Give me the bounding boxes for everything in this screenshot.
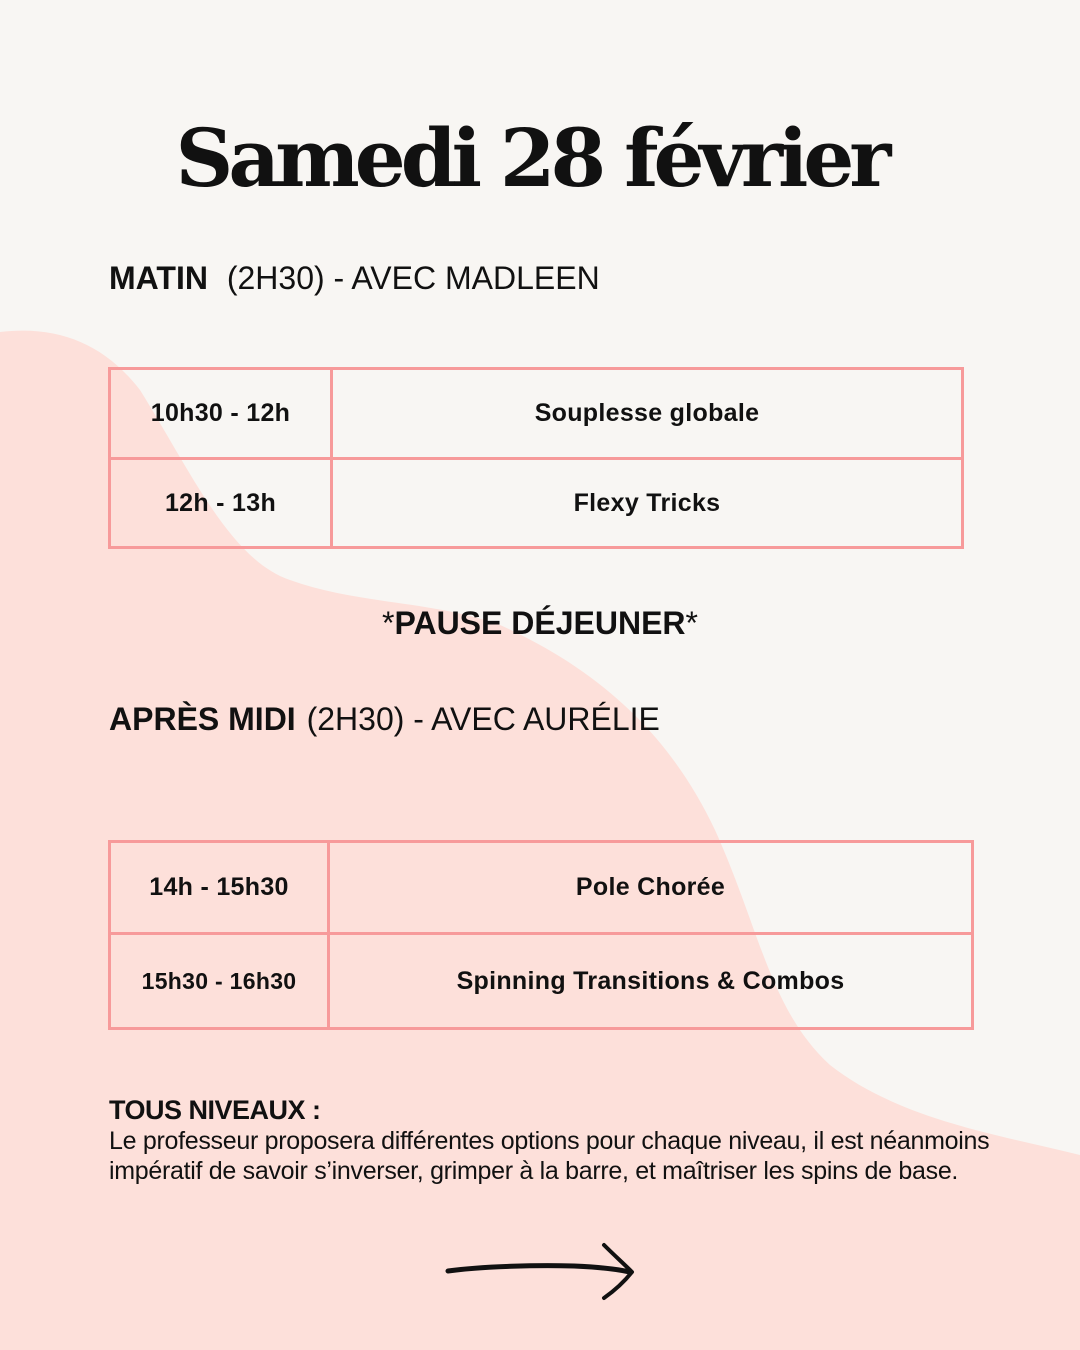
table-row xyxy=(111,370,961,457)
morning-heading-details: (2H30) - AVEC MADLEEN xyxy=(226,260,600,296)
table-row xyxy=(111,932,971,1027)
levels-text-line-1: Le professeur proposera différentes options pour chaque niveau, il est néanmoins xyxy=(109,1127,990,1155)
class-cell: Pole Chorée xyxy=(575,873,726,901)
lunch-break-label: PAUSE DÉJEUNER xyxy=(394,605,686,641)
lunch-break-suffix: * xyxy=(685,605,698,641)
time-cell: 12h - 13h xyxy=(111,460,333,546)
class-cell: Spinning Transitions & Combos xyxy=(456,966,845,995)
table-row xyxy=(111,843,971,932)
class-cell: Flexy Tricks xyxy=(573,488,721,517)
levels-title: TOUS NIVEAUX : xyxy=(109,1095,321,1125)
time-cell: 10h30 - 12h xyxy=(111,370,333,457)
lunch-break xyxy=(0,603,1080,643)
morning-heading xyxy=(109,258,600,298)
table-row xyxy=(111,457,961,546)
morning-heading-label: MATIN xyxy=(109,260,208,296)
morning-schedule-table xyxy=(108,367,964,549)
afternoon-schedule-table xyxy=(108,840,974,1030)
levels-info xyxy=(109,1094,1059,1186)
lunch-break-prefix: * xyxy=(382,605,395,641)
time-cell: 14h - 15h30 xyxy=(111,843,330,932)
levels-text-line-2: impératif de savoir s’inverser, grimper à la barre, et maîtriser les spins de base. xyxy=(109,1157,959,1185)
afternoon-heading xyxy=(109,699,660,739)
time-cell: 15h30 - 16h30 xyxy=(111,935,330,1027)
page-title: Samedi 28 février xyxy=(175,111,887,205)
arrow-right-icon[interactable] xyxy=(444,1240,638,1302)
afternoon-heading-label: APRÈS MIDI xyxy=(109,701,296,737)
afternoon-heading-details: (2H30) - AVEC AURÉLIE xyxy=(306,701,660,737)
class-cell: Souplesse globale xyxy=(534,399,760,427)
